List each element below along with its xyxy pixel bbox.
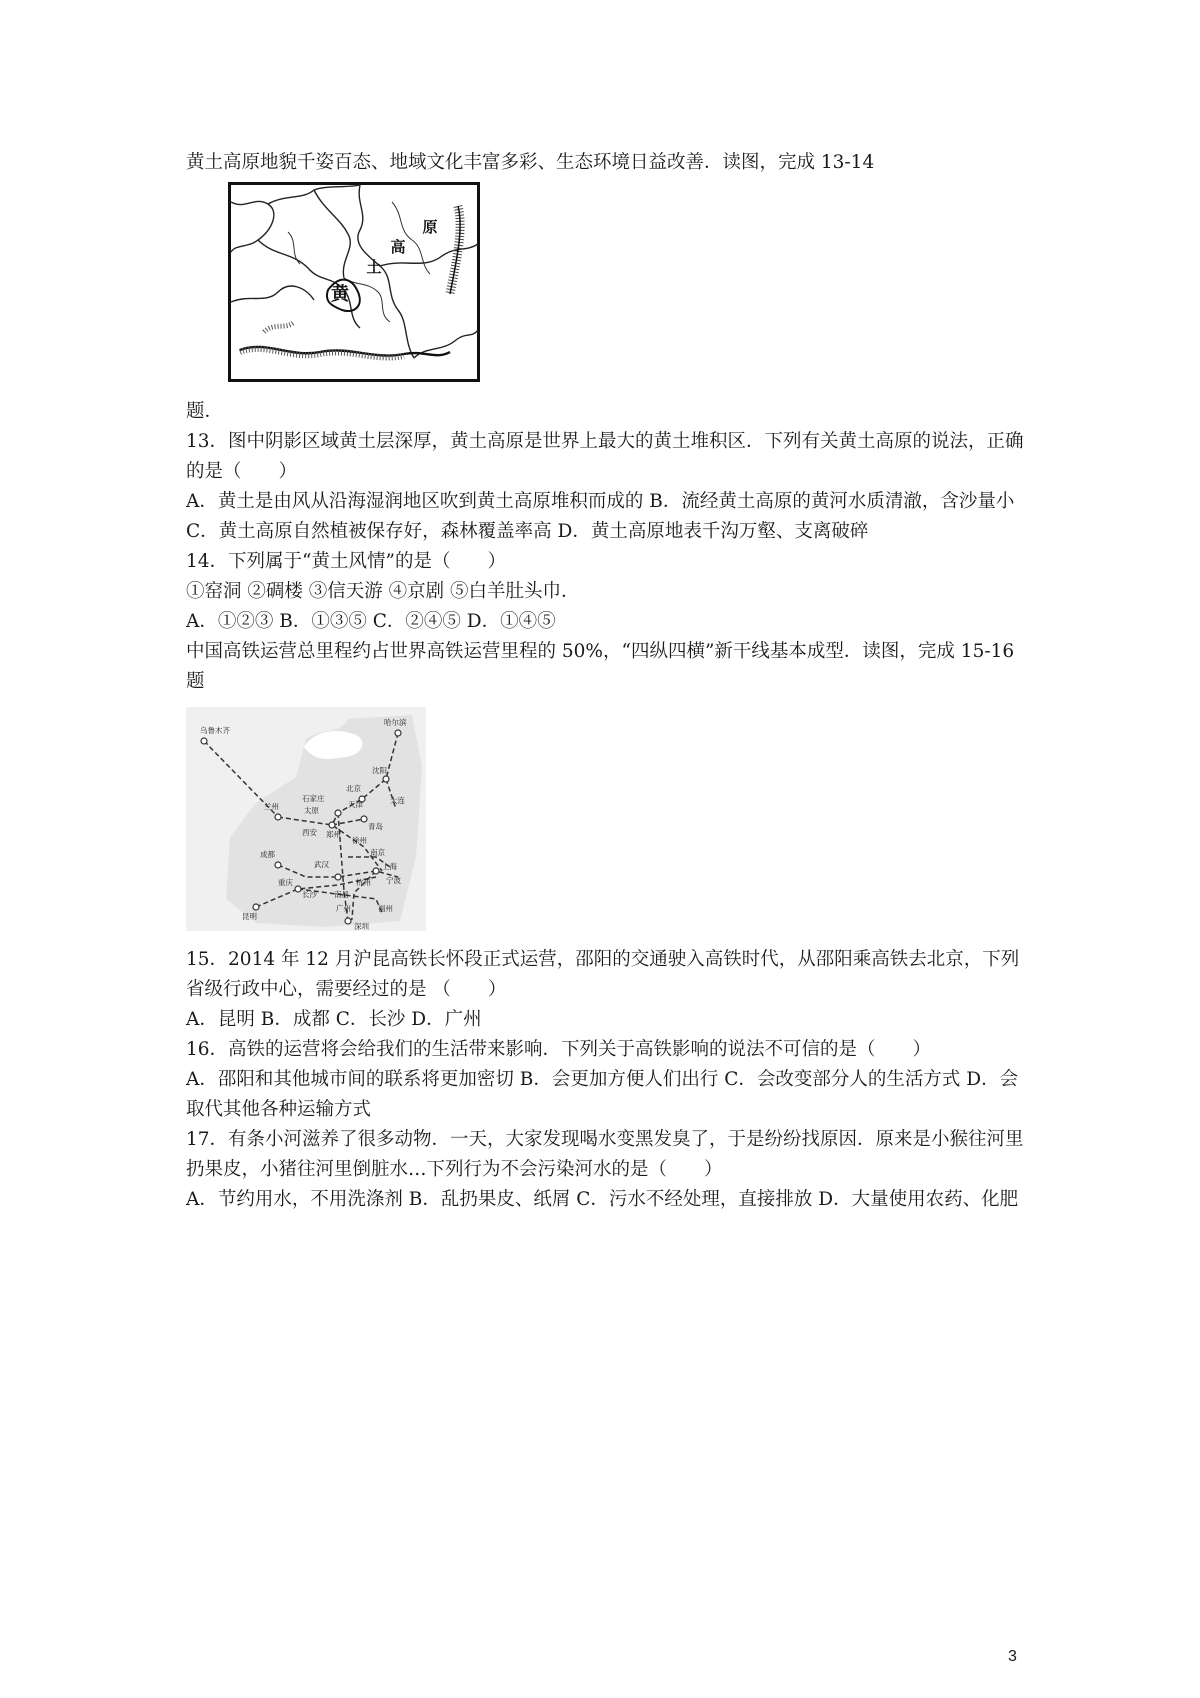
city-chongqing: 重庆 xyxy=(278,878,293,887)
city-shenzhen: 深圳 xyxy=(354,922,369,931)
intro-13-14-tail: 题． xyxy=(186,401,224,422)
loess-plateau-map xyxy=(228,182,480,382)
high-speed-rail-map xyxy=(186,707,426,931)
city-taiyuan: 太原 xyxy=(304,806,319,815)
city-xian: 西安 xyxy=(302,828,317,837)
map-label-huang: 黄 xyxy=(331,284,349,305)
city-nanjing: 南京 xyxy=(370,848,385,857)
question-17-stem: 17．有条小河滋养了很多动物．一天，大家发现喝水变黑发臭了，于是纷纷找原因．原来是小猴往河里扔果皮，小猪往河里倒脏水…下列行为不会污染河水的是（ ） xyxy=(186,1129,1024,1180)
loess-plateau-figure-row xyxy=(186,182,1026,427)
intro-13-14: 黄土高原地貌千姿百态、地域文化丰富多彩、生态环境日益改善．读图，完成 13-14 xyxy=(186,152,875,173)
city-tianjin: 天津 xyxy=(348,800,363,809)
city-qingdao: 青岛 xyxy=(368,822,383,831)
question-16-options: A．邵阳和其他城市间的联系将更加密切 B．会更加方便人们出行 C．会改变部分人的生活方式 D．会取代其他各种运输方式 xyxy=(186,1069,1019,1120)
question-13-options: A．黄土是由风从沿海湿润地区吹到黄土高原堆积而成的 B．流经黄土高原的黄河水质清澈，含沙量小 C．黄土高原自然植被保存好，森林覆盖率高 D．黄土高原地表千沟万壑、支离破碎 xyxy=(186,491,1015,542)
city-changsha: 长沙 xyxy=(302,890,317,899)
intro-15-16: 中国高铁运营总里程约占世界高铁运营里程的 50%，“四纵四横”新干线基本成型．读图，完成 15-16 题 xyxy=(186,641,1015,692)
city-nanchang: 南昌 xyxy=(334,890,349,899)
question-14-stem: 14．下列属于“黄土风情”的是（ ） xyxy=(186,551,506,572)
map-label-yuan: 原 xyxy=(422,218,438,236)
map-label-tu: 土 xyxy=(366,258,382,276)
city-wulumuqi: 乌鲁木齐 xyxy=(200,726,230,735)
city-hangzhou: 杭州 xyxy=(356,878,371,887)
map-label-gao: 高 xyxy=(390,238,406,256)
city-zhengzhou: 郑州 xyxy=(326,830,341,839)
question-15-options: A．昆明 B．成都 C．长沙 D．广州 xyxy=(186,1009,482,1030)
question-16-stem: 16．高铁的运营将会给我们的生活带来影响．下列关于高铁影响的说法不可信的是（ ） xyxy=(186,1039,932,1060)
question-14-items: ①窑洞 ②碉楼 ③信天游 ④京剧 ⑤白羊肚头巾． xyxy=(186,581,580,602)
page-number: 3 xyxy=(1008,1648,1017,1665)
city-dalian: 大连 xyxy=(390,796,405,805)
city-haerbin: 哈尔滨 xyxy=(384,718,407,727)
content-area xyxy=(186,148,1026,1215)
city-guangzhou: 广州 xyxy=(336,904,351,913)
question-17-options: A．节约用水，不用洗涤剂 B．乱扔果皮、纸屑 C．污水不经处理，直接排放 D．大量使用农药、化肥 xyxy=(186,1189,1019,1210)
city-ningbo: 宁波 xyxy=(386,876,401,885)
city-beijing: 北京 xyxy=(346,784,361,793)
city-shanghai: 上海 xyxy=(382,862,397,871)
city-chengdu: 成都 xyxy=(260,850,275,859)
question-13-stem: 13．图中阴影区域黄土层深厚，黄土高原是世界上最大的黄土堆积区．下列有关黄土高原的说法，正确的是（ ） xyxy=(186,431,1024,482)
city-shijiazhuang: 石家庄 xyxy=(302,794,325,803)
question-15-stem: 15．2014 年 12 月沪昆高铁长怀段正式运营，邵阳的交通驶入高铁时代，从邵阳乘高铁去北京，下列省级行政中心，需要经过的是 （ ） xyxy=(186,949,1020,1000)
city-lanzhou: 兰州 xyxy=(264,802,279,811)
city-shenyang: 沈阳 xyxy=(372,766,387,775)
city-kunming: 昆明 xyxy=(242,912,257,921)
question-14-options: A．①②③ B．①③⑤ C．②④⑤ D．①④⑤ xyxy=(186,611,556,632)
city-fuzhou: 福州 xyxy=(378,904,393,913)
city-xuzhou: 徐州 xyxy=(352,836,367,845)
city-wuhan: 武汉 xyxy=(314,860,329,869)
